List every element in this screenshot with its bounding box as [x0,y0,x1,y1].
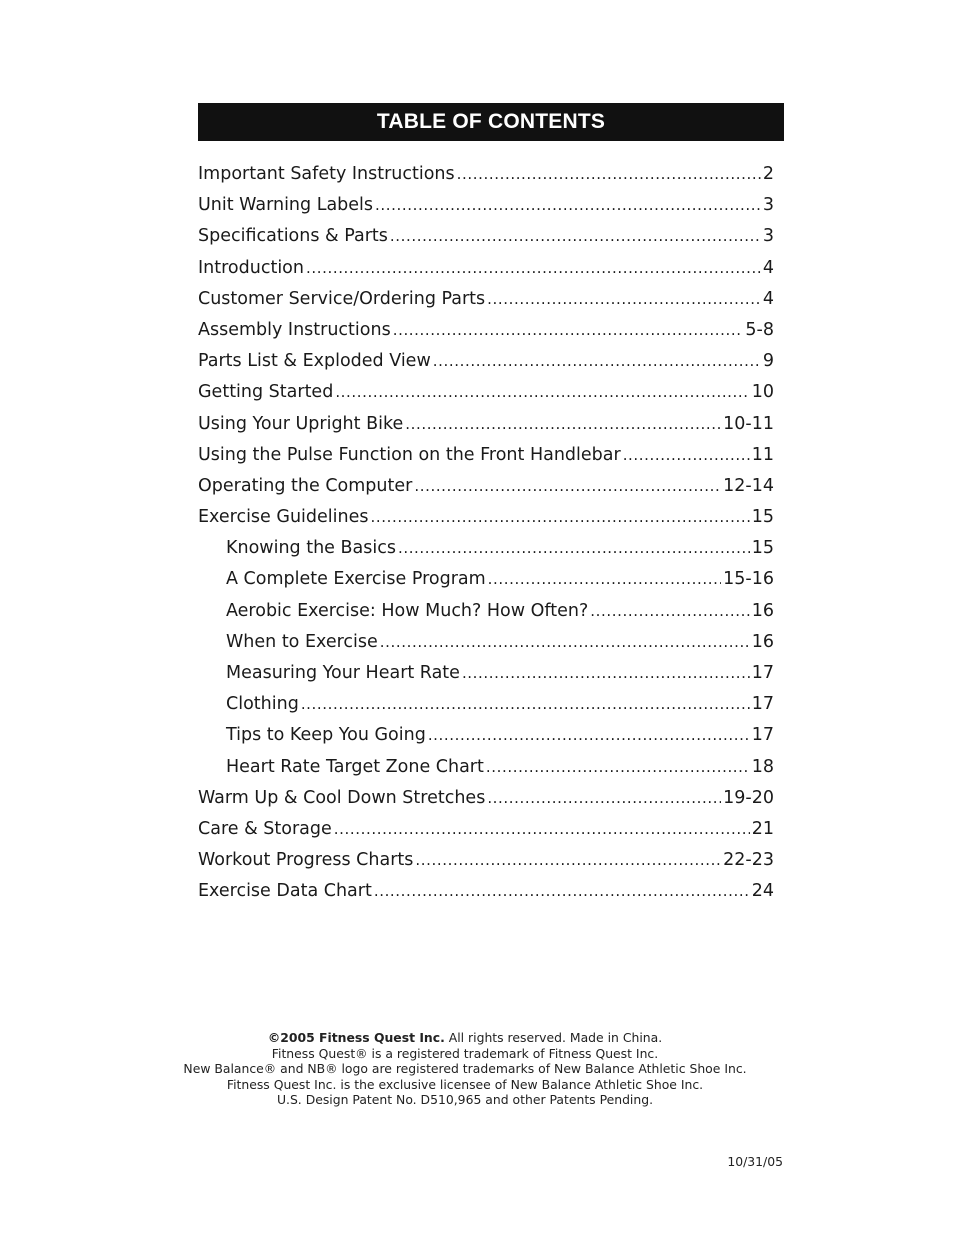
toc-entry-page: 9 [762,351,774,372]
toc-entry [198,627,774,658]
dot-leader [623,440,750,471]
dot-leader [486,752,750,783]
toc-entry-label: Specifications & Parts [198,226,388,247]
dot-leader [334,814,750,845]
toc-entry [198,533,774,564]
toc-entry-label: Using Your Upright Bike [198,413,404,434]
toc-entry [198,377,774,408]
toc-entry-page: 17 [751,663,774,683]
toc-entry-page: 10 [751,382,774,403]
toc-entry-label: Using the Pulse Function on the Front Handlebar [198,444,621,465]
trademark-line-1: Fitness Quest® is a registered trademark of Fitness Quest Inc. [271,1045,659,1061]
toc-entry [198,752,774,783]
toc-entry-label: Exercise Data Chart [198,881,372,902]
toc-entry-page: 2 [762,164,774,184]
toc-entry-page: 12-14 [723,475,774,496]
toc-entry-label: Unit Warning Labels [198,195,374,216]
toc-entry [198,315,774,346]
dot-leader [390,221,761,252]
toc-entry-label: Measuring Your Heart Rate [226,663,460,683]
dot-leader [428,720,750,751]
dot-leader [488,564,721,595]
toc-entry-page: 17 [751,694,774,715]
toc-entry-label: Heart Rate Target Zone Chart [226,756,484,777]
toc-entry-page: 17 [751,725,774,746]
license-line: Fitness Quest Inc. is the exclusive licensee of New Balance Athletic Shoe Inc. [226,1076,704,1092]
toc-entry-label: Tips to Keep You Going [226,725,426,746]
toc-entry-label: A Complete Exercise Program [226,569,486,590]
dot-leader [457,159,761,190]
dot-leader [374,876,750,907]
toc-entry [198,284,774,315]
document-date: 10/31/05 [727,1154,783,1169]
toc-entry [198,409,774,440]
toc-entry-label: Getting Started [198,382,334,403]
toc-entry-page: 16 [751,631,774,652]
copyright-rest: All rights reserved. Made in China. [444,1030,663,1045]
table-of-contents [198,159,774,908]
toc-entry [198,190,774,221]
dot-leader [487,284,761,315]
dot-leader [462,658,750,689]
toc-entry-label: When to Exercise [226,631,378,652]
toc-entry [198,159,774,190]
toc-entry [198,720,774,751]
copyright-line [130,1030,800,1046]
dot-leader [415,845,721,876]
toc-entry [198,564,774,595]
toc-entry [198,596,774,627]
toc-entry-label: Operating the Computer [198,475,413,496]
toc-entry [198,502,774,533]
page-title: TABLE OF CONTENTS [376,110,606,133]
toc-entry-page: 4 [762,288,774,309]
dot-leader [487,783,721,814]
toc-entry-label: Important Safety Instructions [198,164,455,184]
dot-leader [375,190,761,221]
toc-entry-page: 4 [762,257,774,278]
toc-entry [198,658,774,689]
toc-entry-label: Workout Progress Charts [198,850,414,871]
toc-entry [198,253,774,284]
dot-leader [370,502,749,533]
toc-entry-page: 15 [751,507,774,528]
toc-entry-page: 5-8 [745,319,774,340]
toc-entry-page: 3 [762,195,774,216]
toc-entry [198,876,774,907]
dot-leader [414,471,721,502]
dot-leader [335,377,749,408]
trademark-line-2: New Balance® and NB® logo are registered trademarks of New Balance Athletic Shoe Inc. [183,1061,747,1077]
toc-entry-label: Customer Service/Ordering Parts [198,288,486,309]
toc-entry-page: 21 [751,818,774,839]
toc-entry-page: 11 [751,444,774,465]
toc-entry-page: 15 [751,538,774,559]
toc-entry [198,471,774,502]
title-bar [198,103,784,141]
copyright-bold: ©2005 Fitness Quest Inc. [267,1030,445,1045]
toc-entry-label: Warm Up & Cool Down Stretches [198,787,486,808]
toc-entry-page: 19-20 [723,787,774,808]
toc-entry [198,440,774,471]
dot-leader [433,346,761,377]
dot-leader [590,596,749,627]
toc-entry-page: 24 [751,881,774,902]
toc-entry [198,814,774,845]
patent-line: U.S. Design Patent No. D510,965 and other Patents Pending. [276,1092,654,1108]
toc-entry-page: 15-16 [723,569,774,590]
toc-entry-label: Knowing the Basics [226,538,396,559]
dot-leader [301,689,750,720]
toc-entry [198,346,774,377]
dot-leader [405,409,721,440]
footer [130,1030,800,1108]
toc-entry-label: Parts List & Exploded View [198,351,431,372]
toc-entry-label: Assembly Instructions [198,319,391,340]
toc-entry-label: Aerobic Exercise: How Much? How Often? [226,600,589,621]
toc-entry [198,845,774,876]
dot-leader [393,315,744,346]
dot-leader [380,627,750,658]
toc-entry-page: 3 [762,226,774,247]
toc-entry [198,221,774,252]
toc-entry-page: 10-11 [723,413,774,434]
toc-entry-label: Introduction [198,257,304,278]
dot-leader [306,253,761,284]
toc-entry-page: 22-23 [723,850,774,871]
dot-leader [398,533,750,564]
toc-entry-label: Clothing [226,694,299,715]
toc-entry-page: 18 [751,756,774,777]
toc-entry [198,689,774,720]
toc-entry-page: 16 [751,600,774,621]
toc-entry-label: Exercise Guidelines [198,507,369,528]
toc-entry-label: Care & Storage [198,818,332,839]
toc-entry [198,783,774,814]
